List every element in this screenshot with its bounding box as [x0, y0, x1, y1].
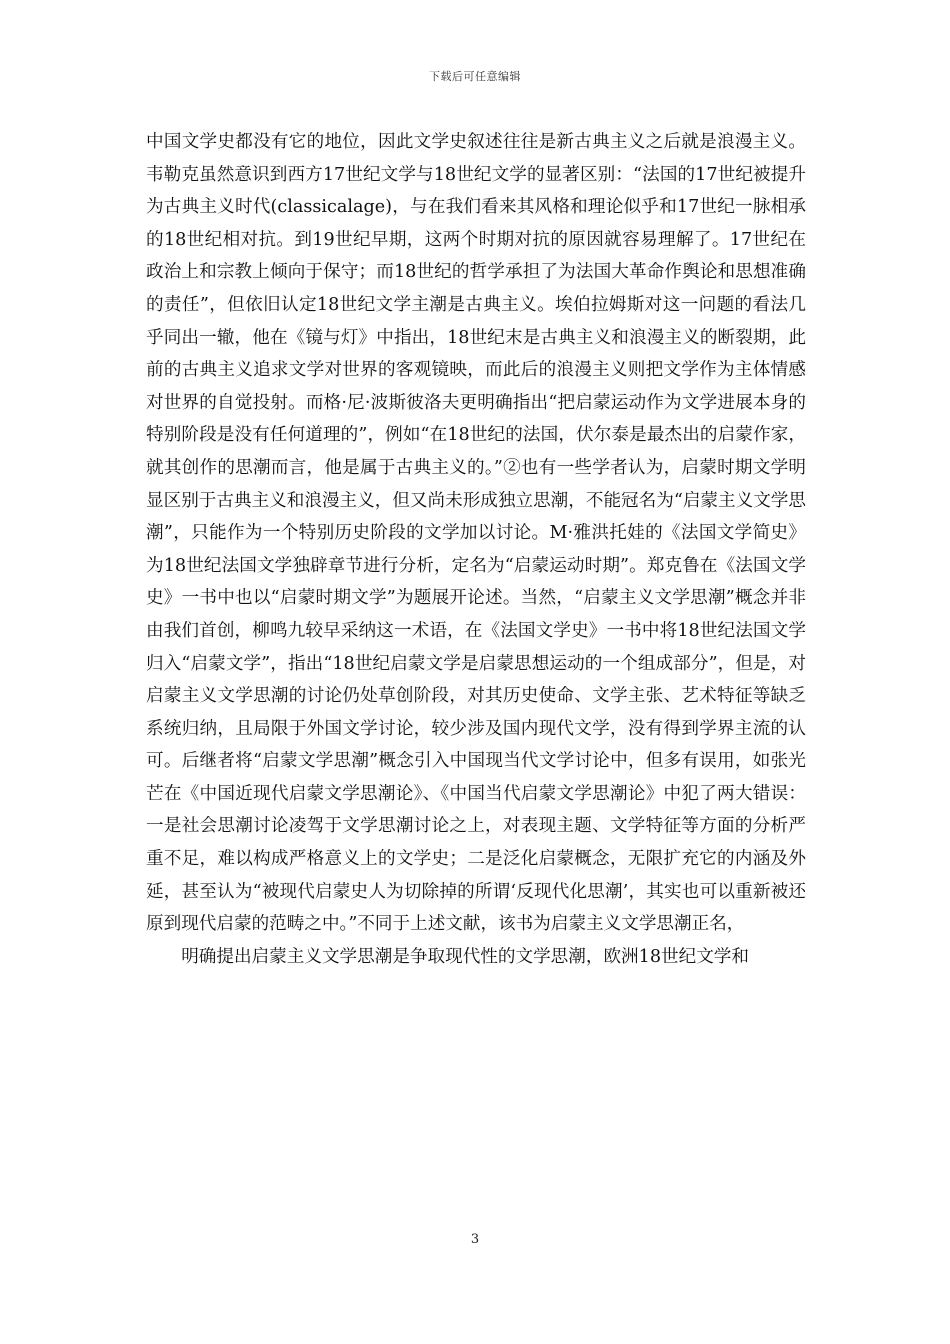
paragraph: 明确提出启蒙主义文学思潮是争取现代性的文学思潮，欧洲18世纪文学和	[181, 946, 749, 967]
page-header: 下载后可任意编辑	[429, 70, 521, 83]
paragraph-continued: 中国文学史都没有它的地位，因此文学史叙述往往是新古典主义之后就是浪漫主义。韦勒克虽然意识到西方17世纪文学与18世纪文学的显著区别：“法国的17世纪被提升为古典主义时代(classicalage)，与在我们看来其风格和理论似乎和17世纪一脉相承的18世纪相对抗。到19世纪早期，这两个时期对抗的原因就容易理解了。17世纪在政治上和宗教上倾向于保守；而18世纪的哲学承担了为法国大革命作舆论和思想准确的责任”，但依旧认定18世纪文学主潮是古典主义。埃伯拉姆斯对这一问题的看法几乎同出一辙，他在《镜与灯》中指出，18世纪末是古典主义和浪漫主义的断裂期，此前的古典主义追求文学对世界的客观镜映，而此后的浪漫主义则把文学作为主体情感对世界的自觉投射。而格·尼·波斯彼洛夫更明确指出“把启蒙运动作为文学进展本身的特别阶段是没有任何道理的”，例如“在18世纪的法国，伏尔泰是最杰出的启蒙作家，就其创作的思潮而言，他是属于古典主义的。”②也有一些学者认为，启蒙时期文学明显区别于古典主义和浪漫主义，但又尚未形成独立思潮，不能冠名为“启蒙主义文学思潮”，只能作为一个特别历史阶段的文学加以讨论。M·雅洪托娃的《法国文学简史》为18世纪法国文学独辟章节进行分析，定名为“启蒙运动时期”。郑克鲁在《法国文学史》一书中也以“启蒙时期文学”为题展开论述。当然，“启蒙主义文学思潮”概念并非由我们首创，柳鸣九较早采纳这一术语，在《法国文学史》一书中将18世纪法国文学归入“启蒙文学”，指出“18世纪启蒙文学是启蒙思想运动的一个组成部分”，但是，对启蒙主义文学思潮的讨论仍处草创阶段，对其历史使命、文学主张、艺术特征等缺乏系统归纳，且局限于外国文学讨论，较少涉及国内现代文学，没有得到学界主流的认可。后继者将“启蒙文学思潮”概念引入中国现当代文学讨论中，但多有误用，如张光芒在《中国近现代启蒙文学思潮论》、《中国当代启蒙文学思潮论》中犯了两大错误：一是社会思潮讨论凌驾于文学思潮讨论之上，对表现主题、文学特征等方面的分析严重不足，难以构成严格意义上的文学史；二是泛化启蒙概念，无限扩充它的内涵及外延，甚至认为“被现代启蒙史人为切除掉的所谓‘反现代化思潮’，其实也可以重新被还原到现代启蒙的范畴之中。”不同于上述文献，该书为启蒙主义文学思潮正名，	[146, 132, 806, 935]
body-text	[146, 126, 806, 973]
page-number: 3	[470, 1232, 480, 1247]
